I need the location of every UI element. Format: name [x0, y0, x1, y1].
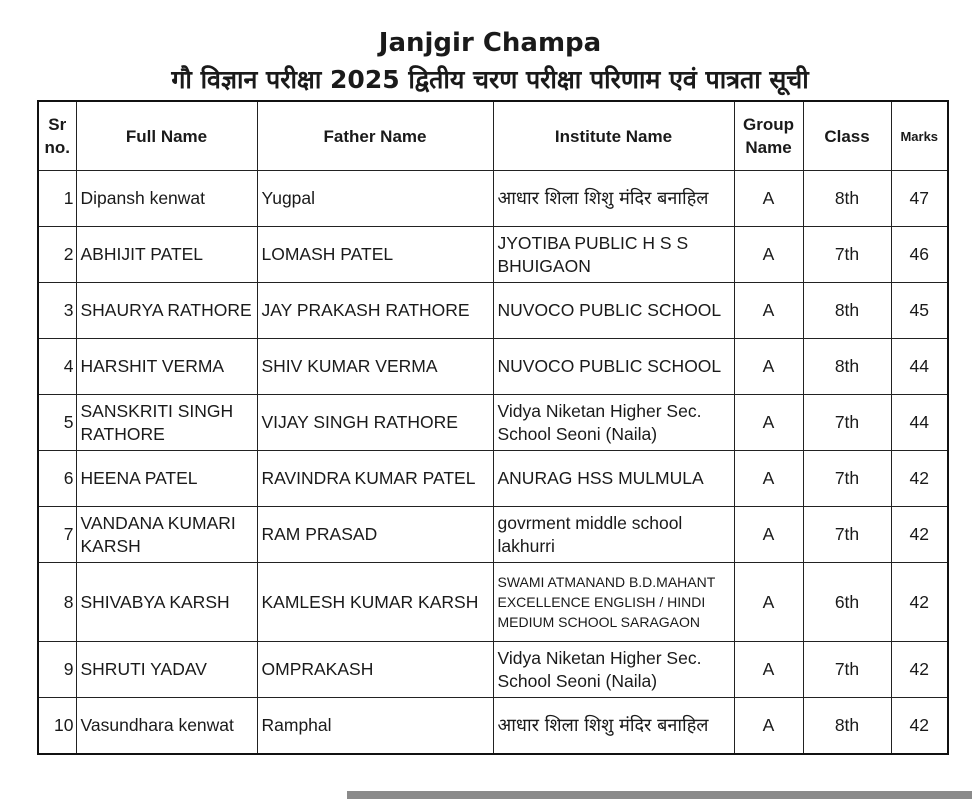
cell-sr: 6: [38, 451, 76, 507]
cell-father-name: Yugpal: [257, 171, 493, 227]
cell-full-name: SHRUTI YADAV: [76, 642, 257, 698]
cell-institute: Vidya Niketan Higher Sec. School Seoni (Naila): [493, 642, 734, 698]
cell-full-name: SHIVABYA KARSH: [76, 563, 257, 642]
cell-institute: आधार शिला शिशु मंदिर बनाहिल: [493, 171, 734, 227]
cell-sr: 2: [38, 227, 76, 283]
cell-sr: 5: [38, 395, 76, 451]
scrollbar-strip: [347, 791, 972, 799]
cell-class: 7th: [803, 451, 891, 507]
cell-sr: 7: [38, 507, 76, 563]
cell-sr: 1: [38, 171, 76, 227]
cell-full-name: HEENA PATEL: [76, 451, 257, 507]
cell-marks: 42: [891, 642, 948, 698]
table-row: [38, 283, 948, 339]
cell-marks: 46: [891, 227, 948, 283]
document-title: Janjgir Champa: [378, 28, 602, 58]
cell-institute: आधार शिला शिशु मंदिर बनाहिल: [493, 698, 734, 755]
cell-father-name: RAVINDRA KUMAR PATEL: [257, 451, 493, 507]
cell-marks: 45: [891, 283, 948, 339]
cell-class: 8th: [803, 283, 891, 339]
cell-institute: NUVOCO PUBLIC SCHOOL: [493, 339, 734, 395]
cell-group: A: [734, 171, 803, 227]
cell-group: A: [734, 227, 803, 283]
table-row: [38, 339, 948, 395]
header-full-name: Full Name: [76, 101, 257, 171]
cell-institute: JYOTIBA PUBLIC H S S BHUIGAON: [493, 227, 734, 283]
cell-institute: SWAMI ATMANAND B.D.MAHANT EXCELLENCE ENGLISH / HINDI MEDIUM SCHOOL SARAGAON: [493, 563, 734, 642]
cell-full-name: SANSKRITI SINGH RATHORE: [76, 395, 257, 451]
cell-group: A: [734, 507, 803, 563]
cell-sr: 4: [38, 339, 76, 395]
cell-group: A: [734, 339, 803, 395]
cell-class: 7th: [803, 507, 891, 563]
cell-institute: govrment middle school lakhurri: [493, 507, 734, 563]
cell-class: 7th: [803, 227, 891, 283]
cell-marks: 42: [891, 698, 948, 755]
cell-marks: 44: [891, 339, 948, 395]
cell-full-name: HARSHIT VERMA: [76, 339, 257, 395]
results-table: [37, 100, 949, 755]
cell-group: A: [734, 563, 803, 642]
table-row: [38, 451, 948, 507]
table-row: [38, 563, 948, 642]
cell-father-name: OMPRAKASH: [257, 642, 493, 698]
table-row: [38, 507, 948, 563]
cell-marks: 42: [891, 563, 948, 642]
cell-father-name: LOMASH PATEL: [257, 227, 493, 283]
cell-group: A: [734, 395, 803, 451]
cell-class: 7th: [803, 642, 891, 698]
cell-full-name: ABHIJIT PATEL: [76, 227, 257, 283]
header-sr-no: Sr no.: [38, 101, 76, 171]
table-header-row: [38, 101, 948, 171]
cell-full-name: SHAURYA RATHORE: [76, 283, 257, 339]
cell-sr: 9: [38, 642, 76, 698]
cell-father-name: KAMLESH KUMAR KARSH: [257, 563, 493, 642]
header-institute-name: Institute Name: [493, 101, 734, 171]
cell-group: A: [734, 698, 803, 755]
cell-full-name: VANDANA KUMARI KARSH: [76, 507, 257, 563]
cell-class: 7th: [803, 395, 891, 451]
cell-father-name: JAY PRAKASH RATHORE: [257, 283, 493, 339]
cell-father-name: VIJAY SINGH RATHORE: [257, 395, 493, 451]
cell-group: A: [734, 451, 803, 507]
cell-institute: ANURAG HSS MULMULA: [493, 451, 734, 507]
cell-group: A: [734, 642, 803, 698]
header-group-name: Group Name: [734, 101, 803, 171]
cell-class: 6th: [803, 563, 891, 642]
cell-class: 8th: [803, 339, 891, 395]
cell-full-name: Dipansh kenwat: [76, 171, 257, 227]
table-row: [38, 227, 948, 283]
cell-marks: 42: [891, 451, 948, 507]
header-marks: Marks: [891, 101, 948, 171]
cell-sr: 10: [38, 698, 76, 755]
table-row: [38, 642, 948, 698]
table-row: [38, 698, 948, 755]
cell-group: A: [734, 283, 803, 339]
cell-marks: 44: [891, 395, 948, 451]
cell-sr: 8: [38, 563, 76, 642]
table-row: [38, 395, 948, 451]
header-father-name: Father Name: [257, 101, 493, 171]
document-subtitle: गौ विज्ञान परीक्षा 2025 द्वितीय चरण परीक्षा परिणाम एवं पात्रता सूची: [171, 65, 809, 94]
cell-class: 8th: [803, 698, 891, 755]
cell-full-name: Vasundhara kenwat: [76, 698, 257, 755]
header-class: Class: [803, 101, 891, 171]
cell-sr: 3: [38, 283, 76, 339]
cell-institute: NUVOCO PUBLIC SCHOOL: [493, 283, 734, 339]
table-row: [38, 171, 948, 227]
cell-father-name: Ramphal: [257, 698, 493, 755]
cell-institute: Vidya Niketan Higher Sec. School Seoni (Naila): [493, 395, 734, 451]
cell-marks: 42: [891, 507, 948, 563]
cell-class: 8th: [803, 171, 891, 227]
cell-father-name: SHIV KUMAR VERMA: [257, 339, 493, 395]
cell-marks: 47: [891, 171, 948, 227]
cell-father-name: RAM PRASAD: [257, 507, 493, 563]
